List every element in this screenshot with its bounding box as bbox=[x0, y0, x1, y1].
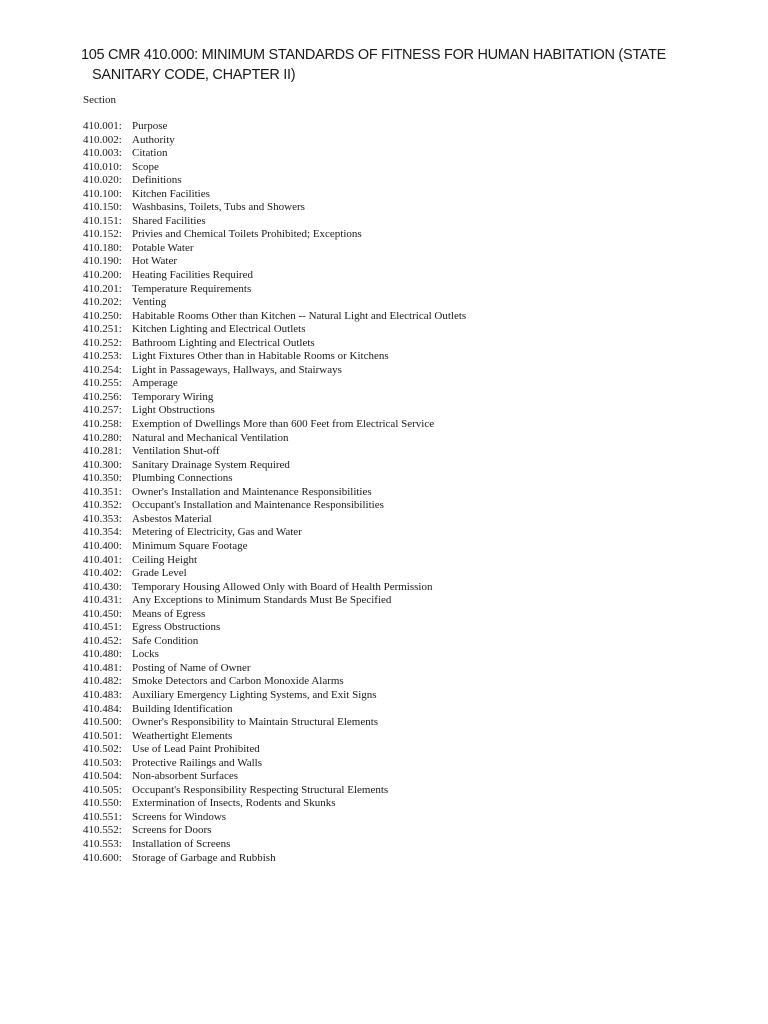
section-number: 410.010: bbox=[83, 160, 122, 173]
section-heading: Section bbox=[83, 94, 116, 106]
section-title: Posting of Name of Owner bbox=[132, 661, 251, 674]
section-number: 410.152: bbox=[83, 228, 122, 241]
section-list-item bbox=[83, 513, 466, 527]
section-number: 410.503: bbox=[83, 756, 122, 769]
section-title: Auxiliary Emergency Lighting Systems, and Exit Signs bbox=[132, 688, 377, 701]
section-list-item bbox=[83, 581, 466, 595]
section-title: Temporary Housing Allowed Only with Board of Health Permission bbox=[132, 580, 433, 593]
section-title: Authority bbox=[132, 133, 175, 146]
section-title: Heating Facilities Required bbox=[132, 269, 253, 282]
section-title: Habitable Rooms Other than Kitchen -- Natural Light and Electrical Outlets bbox=[132, 309, 467, 322]
section-list-item bbox=[83, 554, 466, 568]
section-number: 410.180: bbox=[83, 241, 122, 254]
section-number: 410.300: bbox=[83, 458, 122, 471]
section-title: Citation bbox=[132, 147, 168, 160]
section-list-item bbox=[83, 188, 466, 202]
section-number: 410.003: bbox=[83, 147, 122, 160]
section-title: Storage of Garbage and Rubbish bbox=[132, 851, 276, 864]
section-number: 410.483: bbox=[83, 688, 122, 701]
section-number: 410.202: bbox=[83, 296, 122, 309]
section-title: Light Obstructions bbox=[132, 404, 215, 417]
section-list-item bbox=[83, 648, 466, 662]
section-list-item bbox=[83, 283, 466, 297]
section-title: Screens for Windows bbox=[132, 810, 227, 823]
section-title: Means of Egress bbox=[132, 607, 206, 620]
section-list-item bbox=[83, 824, 466, 838]
section-title: Natural and Mechanical Ventilation bbox=[132, 431, 289, 444]
section-title: Use of Lead Paint Prohibited bbox=[132, 743, 260, 756]
section-title: Owner's Responsibility to Maintain Structural Elements bbox=[132, 716, 379, 729]
section-list-item bbox=[83, 147, 466, 161]
section-title: Shared Facilities bbox=[132, 214, 206, 227]
document-title-line-2: SANITARY CODE, CHAPTER II) bbox=[92, 67, 296, 83]
section-list-item bbox=[83, 134, 466, 148]
section-list-item bbox=[83, 337, 466, 351]
section-number: 410.020: bbox=[83, 174, 122, 187]
section-title: Plumbing Connections bbox=[132, 472, 233, 485]
section-title: Kitchen Facilities bbox=[132, 187, 210, 200]
section-title: Temporary Wiring bbox=[132, 390, 214, 403]
section-list-item bbox=[83, 526, 466, 540]
section-title: Metering of Electricity, Gas and Water bbox=[132, 526, 302, 539]
section-number: 410.257: bbox=[83, 404, 122, 417]
section-number: 410.281: bbox=[83, 445, 122, 458]
section-title: Asbestos Material bbox=[132, 512, 212, 525]
section-title: Bathroom Lighting and Electrical Outlets bbox=[132, 336, 315, 349]
section-number: 410.001: bbox=[83, 120, 122, 132]
section-list-item bbox=[83, 770, 466, 784]
section-number: 410.151: bbox=[83, 214, 122, 227]
section-list-item bbox=[83, 255, 466, 269]
section-list-item bbox=[83, 757, 466, 771]
section-number: 410.400: bbox=[83, 539, 122, 552]
section-list-item bbox=[83, 174, 466, 188]
section-number: 410.252: bbox=[83, 336, 122, 349]
section-list-item bbox=[83, 418, 466, 432]
section-list-item bbox=[83, 391, 466, 405]
section-title: Hot Water bbox=[132, 255, 178, 268]
section-list-item bbox=[83, 838, 466, 852]
section-list-item bbox=[83, 215, 466, 229]
section-number: 410.452: bbox=[83, 634, 122, 647]
section-list-item bbox=[83, 730, 466, 744]
section-title: Privies and Chemical Toilets Prohibited; Exceptions bbox=[132, 228, 362, 241]
section-title: Light Fixtures Other than in Habitable Rooms or Kitchens bbox=[132, 350, 389, 363]
section-list-item bbox=[83, 228, 466, 242]
section-number: 410.500: bbox=[83, 716, 122, 729]
section-number: 410.200: bbox=[83, 269, 122, 282]
section-title: Protective Railings and Walls bbox=[132, 756, 262, 769]
section-list-item bbox=[83, 716, 466, 730]
section-number: 410.255: bbox=[83, 377, 122, 390]
section-title: Smoke Detectors and Carbon Monoxide Alarms bbox=[132, 675, 344, 688]
section-title: Weathertight Elements bbox=[132, 729, 233, 742]
section-list-item bbox=[83, 689, 466, 703]
section-number: 410.353: bbox=[83, 512, 122, 525]
section-title: Definitions bbox=[132, 174, 182, 187]
section-number: 410.551: bbox=[83, 810, 122, 823]
section-list-item bbox=[83, 540, 466, 554]
section-number: 410.481: bbox=[83, 661, 122, 674]
section-title: Installation of Screens bbox=[132, 837, 231, 850]
section-title: Sanitary Drainage System Required bbox=[132, 458, 290, 471]
section-list-item bbox=[83, 364, 466, 378]
section-number: 410.451: bbox=[83, 621, 122, 634]
section-list-item bbox=[83, 432, 466, 446]
section-number: 410.482: bbox=[83, 675, 122, 688]
section-title: Kitchen Lighting and Electrical Outlets bbox=[132, 323, 306, 336]
section-title: Ventilation Shut-off bbox=[132, 445, 220, 458]
section-number: 410.552: bbox=[83, 824, 122, 837]
section-list-item bbox=[83, 242, 466, 256]
section-title: Non-absorbent Surfaces bbox=[132, 770, 238, 783]
section-number: 410.280: bbox=[83, 431, 122, 444]
section-number: 410.484: bbox=[83, 702, 122, 715]
section-list-item bbox=[83, 445, 466, 459]
section-list-item bbox=[83, 608, 466, 622]
section-number: 410.254: bbox=[83, 363, 122, 376]
section-number: 410.402: bbox=[83, 567, 122, 580]
section-number: 410.201: bbox=[83, 282, 122, 295]
section-title: Scope bbox=[132, 160, 159, 173]
section-list-item bbox=[83, 404, 466, 418]
section-list-item bbox=[83, 797, 466, 811]
section-number: 410.505: bbox=[83, 783, 122, 796]
section-number: 410.550: bbox=[83, 797, 122, 810]
section-list-item bbox=[83, 703, 466, 717]
section-number: 410.431: bbox=[83, 594, 122, 607]
document-title-line-1: 105 CMR 410.000: MINIMUM STANDARDS OF FITNESS FOR HUMAN HABITATION (STATE bbox=[81, 47, 667, 63]
section-number: 410.256: bbox=[83, 390, 122, 403]
section-list-item bbox=[83, 852, 466, 866]
section-title: Building Identification bbox=[132, 702, 233, 715]
section-list-item bbox=[83, 621, 466, 635]
section-number: 410.352: bbox=[83, 499, 122, 512]
section-title: Screens for Doors bbox=[132, 824, 212, 837]
section-list-item bbox=[83, 486, 466, 500]
section-list-item bbox=[83, 350, 466, 364]
section-list-item bbox=[83, 675, 466, 689]
section-list-item bbox=[83, 784, 466, 798]
section-title: Potable Water bbox=[132, 241, 194, 254]
section-title: Purpose bbox=[132, 120, 168, 132]
section-number: 410.351: bbox=[83, 485, 122, 498]
section-list-item bbox=[83, 567, 466, 581]
section-list-item bbox=[83, 161, 466, 175]
section-number: 410.450: bbox=[83, 607, 122, 620]
section-list-item bbox=[83, 635, 466, 649]
section-title: Owner's Installation and Maintenance Responsibilities bbox=[132, 485, 372, 498]
section-list-item bbox=[83, 120, 466, 134]
section-number: 410.100: bbox=[83, 187, 122, 200]
section-number: 410.354: bbox=[83, 526, 122, 539]
section-number: 410.553: bbox=[83, 837, 122, 850]
section-title: Exemption of Dwellings More than 600 Feet from Electrical Service bbox=[132, 418, 435, 431]
section-list-item bbox=[83, 323, 466, 337]
section-number: 410.430: bbox=[83, 580, 122, 593]
section-title: Extermination of Insects, Rodents and Skunks bbox=[132, 797, 336, 810]
section-number: 410.002: bbox=[83, 133, 122, 146]
section-number: 410.504: bbox=[83, 770, 122, 783]
section-list-item bbox=[83, 310, 466, 324]
section-title: Minimum Square Footage bbox=[132, 539, 248, 552]
section-title: Washbasins, Toilets, Tubs and Showers bbox=[132, 201, 305, 214]
section-title: Light in Passageways, Hallways, and Stairways bbox=[132, 363, 342, 376]
section-list-item bbox=[83, 377, 466, 391]
section-list-item bbox=[83, 472, 466, 486]
section-title: Locks bbox=[132, 648, 159, 661]
section-title: Occupant's Responsibility Respecting Structural Elements bbox=[132, 783, 389, 796]
section-list-item bbox=[83, 459, 466, 473]
section-list-item bbox=[83, 499, 466, 513]
section-title: Ceiling Height bbox=[132, 553, 198, 566]
section-title: Grade Level bbox=[132, 567, 187, 580]
section-title: Amperage bbox=[132, 377, 178, 390]
section-title: Any Exceptions to Minimum Standards Must Be Specified bbox=[132, 594, 392, 607]
section-list-item bbox=[83, 811, 466, 825]
section-number: 410.502: bbox=[83, 743, 122, 756]
section-number: 410.501: bbox=[83, 729, 122, 742]
section-number: 410.190: bbox=[83, 255, 122, 268]
section-title: Occupant's Installation and Maintenance Responsibilities bbox=[132, 499, 384, 512]
section-title: Venting bbox=[132, 296, 167, 309]
section-list-item bbox=[83, 594, 466, 608]
section-number: 410.600: bbox=[83, 851, 122, 864]
section-title: Egress Obstructions bbox=[132, 621, 221, 634]
section-number: 410.251: bbox=[83, 323, 122, 336]
section-list-item bbox=[83, 269, 466, 283]
section-list-item bbox=[83, 296, 466, 310]
section-list bbox=[83, 120, 466, 865]
section-list-item bbox=[83, 743, 466, 757]
section-list-item bbox=[83, 662, 466, 676]
section-number: 410.350: bbox=[83, 472, 122, 485]
section-number: 410.253: bbox=[83, 350, 122, 363]
section-title: Safe Condition bbox=[132, 634, 199, 647]
section-number: 410.258: bbox=[83, 418, 122, 431]
section-title: Temperature Requirements bbox=[132, 282, 252, 295]
section-number: 410.250: bbox=[83, 309, 122, 322]
document-title bbox=[81, 45, 681, 85]
section-number: 410.150: bbox=[83, 201, 122, 214]
section-list-item bbox=[83, 201, 466, 215]
section-number: 410.401: bbox=[83, 553, 122, 566]
section-number: 410.480: bbox=[83, 648, 122, 661]
